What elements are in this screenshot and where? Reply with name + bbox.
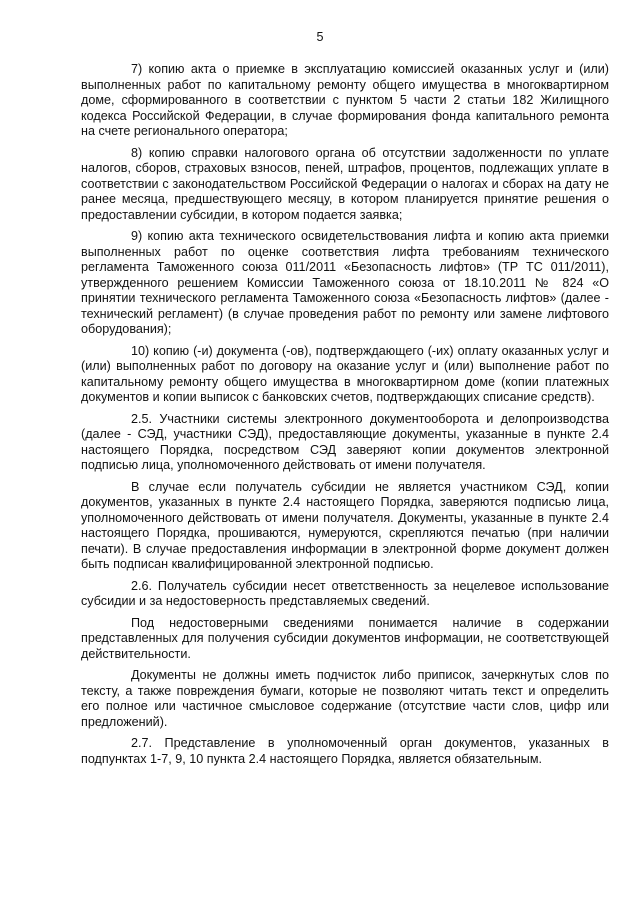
- paragraph-item-8: 8) копию справки налогового органа об отсутствии задолженности по уплате налогов, сборов, страховых взносов, пеней, штрафов, процентов, подлежащих уплате в соответствии с законодательством Российской Федерации о налогах и сборах на дату не ранее месяца, предшествующего месяцу, в котором планируется принятие решения о предоставлении субсидии, в котором подается заявка;: [81, 145, 609, 222]
- paragraph-section-2-7: 2.7. Представление в уполномоченный орган документов, указанных в подпунктах 1-7, 9, 10 пункта 2.4 настоящего Порядка, является обязательным.: [81, 736, 609, 766]
- paragraph-item-10: 10) копию (-и) документа (-ов), подтверждающего (-их) оплату оказанных услуг и (или) выполненных работ по договору на оказание услуг и (или) выполнение работ по капитальному ремонту общего имущества в многоквартирном доме (копии платежных документов и копии выписок с банковских счетов, подтверждающих списание средств).: [81, 343, 609, 404]
- paragraph-section-2-6: 2.6. Получатель субсидии несет ответственность за нецелевое использование субсидии и за недостоверность представляемых сведений.: [81, 578, 609, 608]
- paragraph-item-7: 7) копию акта о приемке в эксплуатацию комиссией оказанных услуг и (или) выполненных работ по капитальному ремонту общего имущества в многоквартирном доме, сформированного в соответствии с пунктом 5 части 2 статьи 182 Жилищного кодекса Российской Федерации, в случае формирования фонда капитального ремонта на счете регионального оператора;: [81, 62, 609, 138]
- paragraph-document-requirements: Документы не должны иметь подчисток либо приписок, зачеркнутых слов по тексту, а также повреждения бумаги, которые не позволяют читать текст и определить его полное или частичное смысловое содержание (отсутствие части слов, цифр или предложений).: [81, 668, 609, 729]
- paragraph-section-2-5: 2.5. Участники системы электронного документооборота и делопроизводства (далее - СЭД, участники СЭД), предоставляющие документы, указанные в пункте 2.4 настоящего Порядка, посредством СЭД заверяют копии документов электронной подписью лица, уполномоченного действовать от имени получателя.: [81, 411, 609, 472]
- paragraph-non-sed-participant: В случае если получатель субсидии не является участником СЭД, копии документов, указанных в пункте 2.4 настоящего Порядка, заверяются подписью лица, уполномоченного действовать от имени получателя. Документы, указанные в пункте 2.4 настоящего Порядка, прошиваются, нумеруются, скрепляются печатью (при наличии печати). В случае предоставления информации в электронной форме документ должен быть подписан квалифицированной электронной подписью.: [81, 479, 609, 571]
- page-number: 5: [316, 30, 324, 44]
- paragraph-item-9: 9) копию акта технического освидетельствования лифта и копию акта приемки выполненных работ по оценке соответствия лифта требованиям технического регламента Таможенного союза 011/2011 «Безопасность лифтов» (ТР ТС 011/2011), утвержденного решением Комиссии Таможенного союза от 18.10.2011 № 824 «О принятии технического регламента Таможенного союза «Безопасность лифтов» (далее - технический регламент) (в случае проведения работ по ремонту или замене лифтового оборудования);: [81, 229, 609, 336]
- document-body: [81, 62, 609, 773]
- paragraph-unreliable-info: Под недостоверными сведениями понимается наличие в содержании представленных для получения субсидии документов информации, не соответствующей действительности.: [81, 615, 609, 661]
